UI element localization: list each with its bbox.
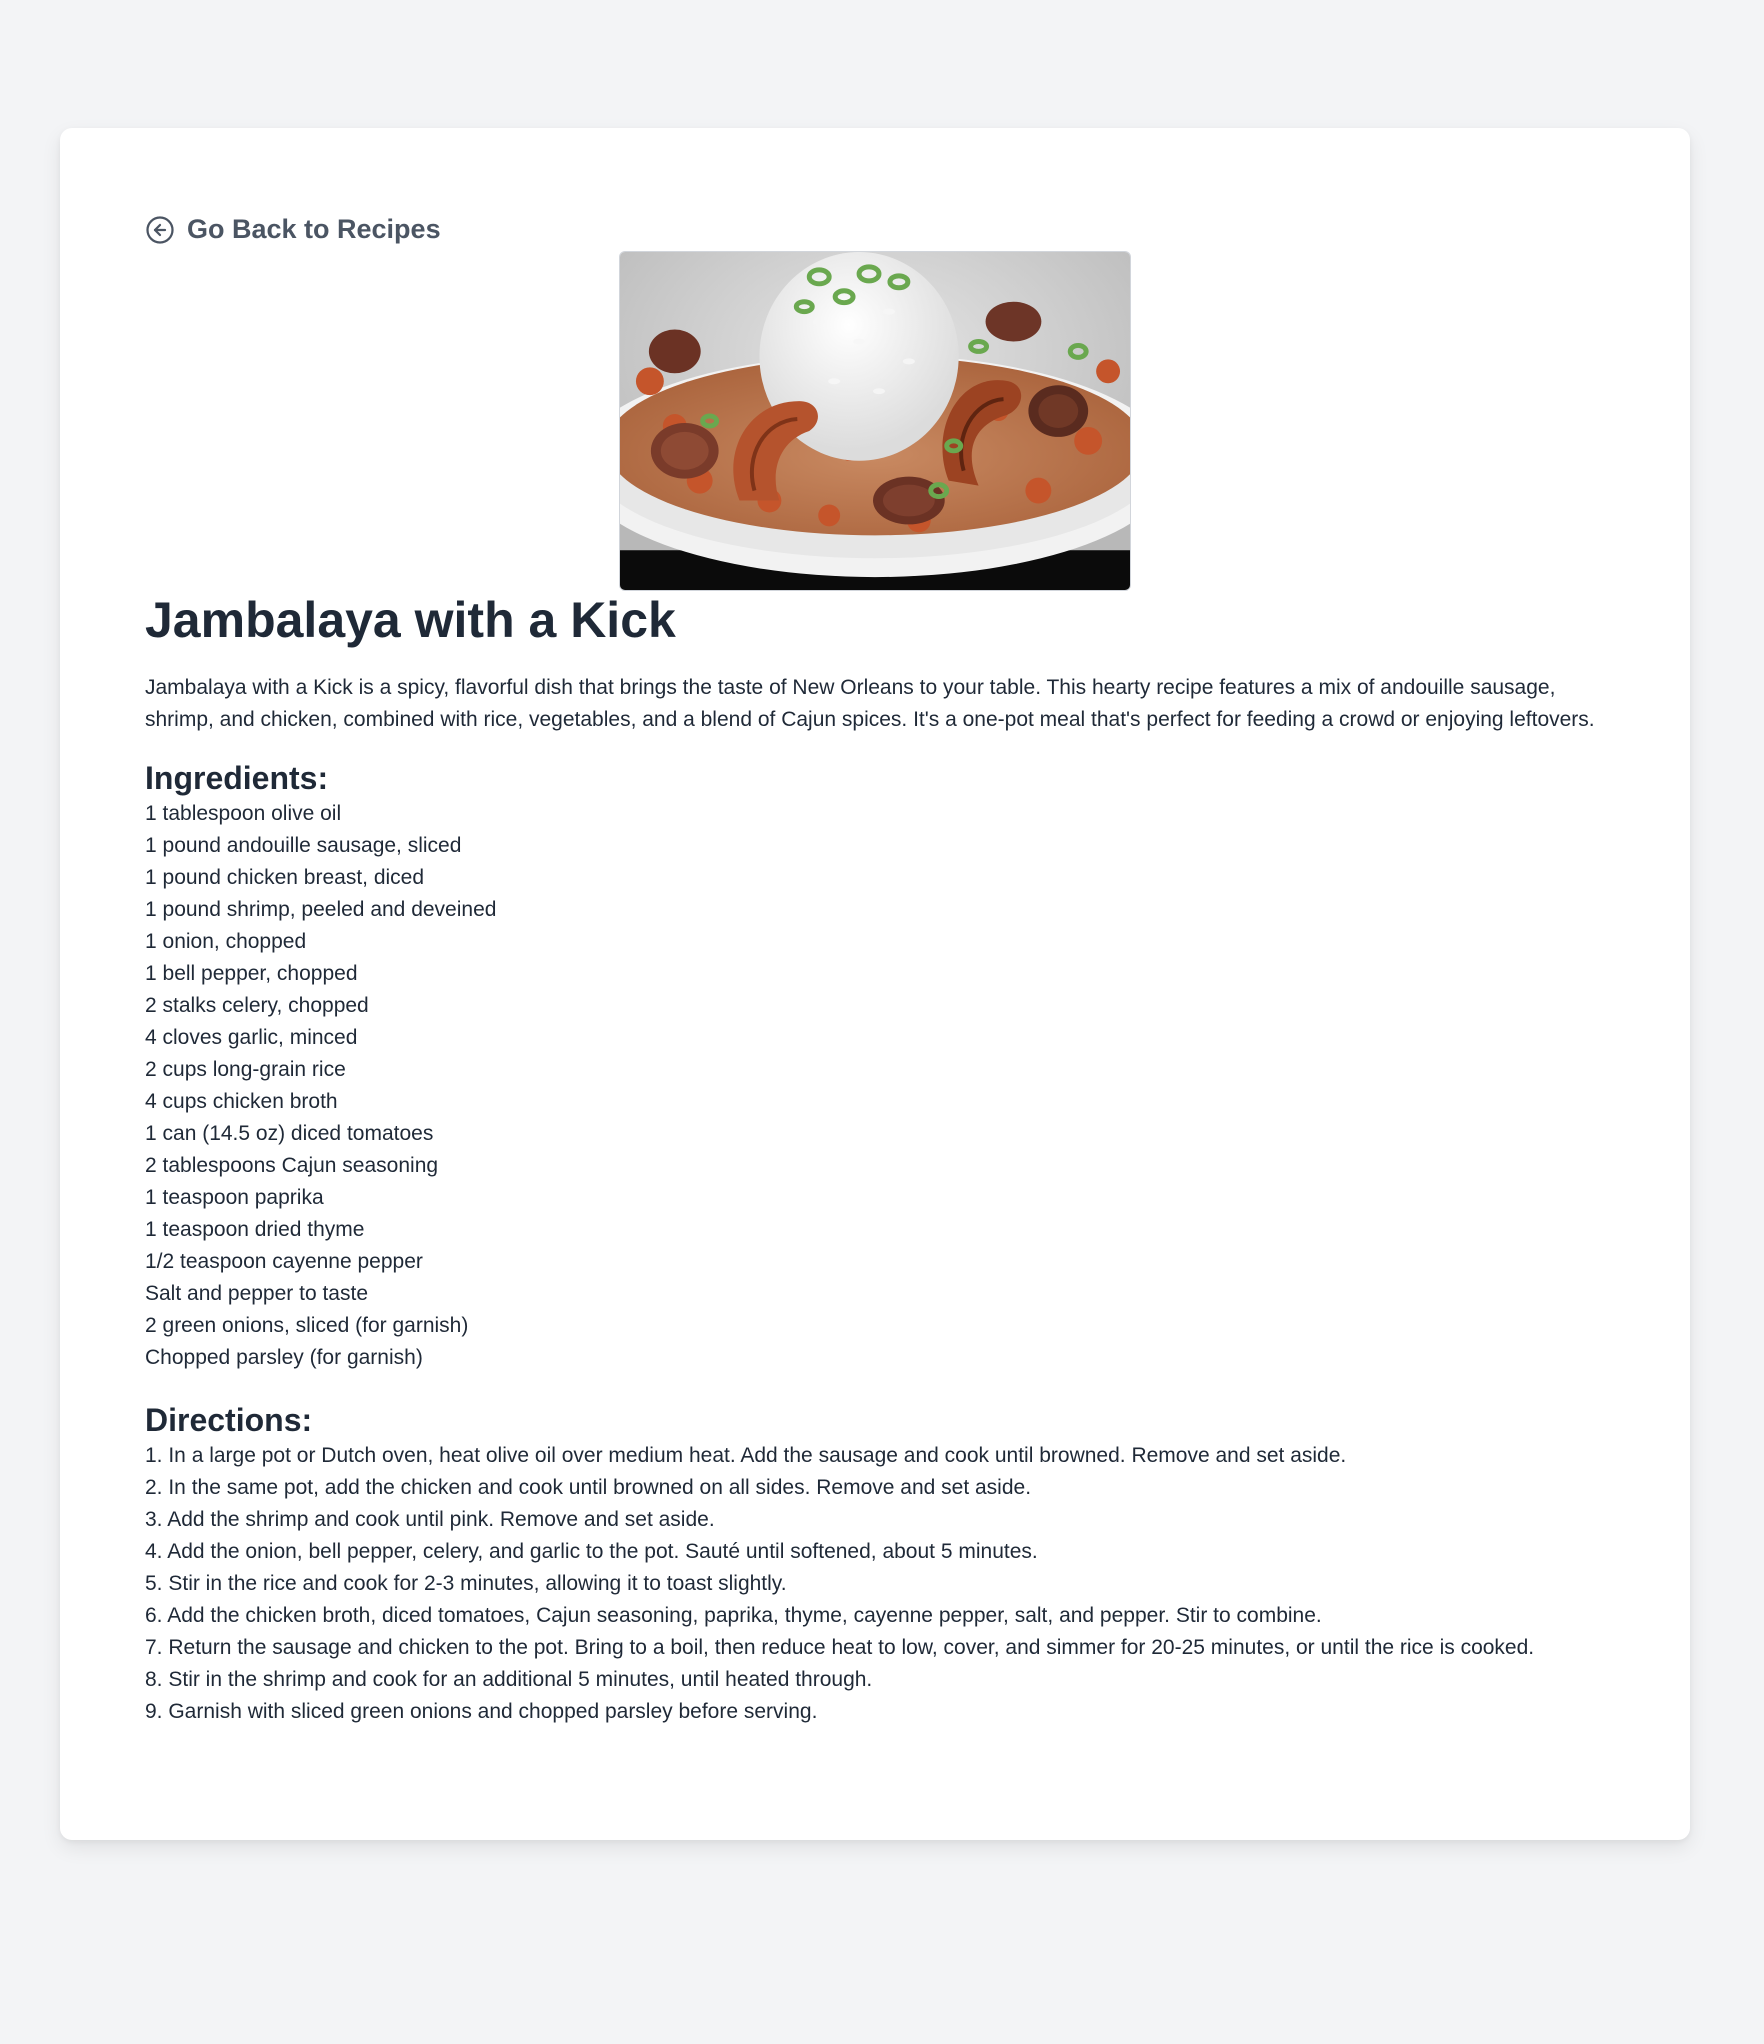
ingredients-heading: Ingredients: (145, 760, 329, 796)
ingredient-item: 1 teaspoon dried thyme (145, 1218, 365, 1241)
back-link-label: Go Back to Recipes (187, 214, 441, 244)
recipe-content (145, 588, 1625, 1728)
ingredient-item: 1/2 teaspoon cayenne pepper (145, 1250, 423, 1273)
recipe-description: Jambalaya with a Kick is a spicy, flavorful dish that brings the taste of New Orleans to your table. This hearty recipe features a mix of andouille sausage, shrimp, and chicken, combined with rice, vegetables, and a blend of Cajun spices. It's a one-pot meal that's perfect for feeding a crowd or enjoying leftovers. (145, 676, 1595, 731)
ingredient-item: 1 pound andouille sausage, sliced (145, 834, 462, 857)
ingredient-item: 1 can (14.5 oz) diced tomatoes (145, 1122, 434, 1145)
ingredients-list (145, 798, 1625, 1374)
direction-step: 4. Add the onion, bell pepper, celery, and garlic to the pot. Sauté until softened, about 5 minutes. (145, 1540, 1038, 1563)
direction-step: 8. Stir in the shrimp and cook for an additional 5 minutes, until heated through. (145, 1668, 873, 1691)
ingredient-item: 1 pound shrimp, peeled and deveined (145, 898, 497, 921)
ingredient-item: 1 teaspoon paprika (145, 1186, 324, 1209)
arrow-left-circle-icon (145, 215, 175, 245)
direction-step: 6. Add the chicken broth, diced tomatoes, Cajun seasoning, paprika, thyme, cayenne pepper, salt, and pepper. Stir to combine. (145, 1604, 1322, 1627)
ingredient-item: 2 tablespoons Cajun seasoning (145, 1154, 439, 1177)
recipe-image (619, 251, 1131, 591)
ingredient-item: 2 cups long-grain rice (145, 1058, 346, 1081)
ingredient-item: 1 onion, chopped (145, 930, 307, 953)
ingredient-item: 1 tablespoon olive oil (145, 802, 342, 825)
recipe-title: Jambalaya with a Kick (145, 592, 676, 648)
ingredient-item: 4 cups chicken broth (145, 1090, 338, 1113)
ingredient-item: Chopped parsley (for garnish) (145, 1346, 423, 1369)
direction-step: 5. Stir in the rice and cook for 2-3 minutes, allowing it to toast slightly. (145, 1572, 787, 1595)
ingredient-item: 1 pound chicken breast, diced (145, 866, 425, 889)
ingredient-item: 4 cloves garlic, minced (145, 1026, 358, 1049)
direction-step: 9. Garnish with sliced green onions and chopped parsley before serving. (145, 1700, 818, 1723)
direction-step: 3. Add the shrimp and cook until pink. Remove and set aside. (145, 1508, 715, 1531)
ingredient-item: Salt and pepper to taste (145, 1282, 368, 1305)
ingredient-item: 2 green onions, sliced (for garnish) (145, 1314, 469, 1337)
ingredient-item: 2 stalks celery, chopped (145, 994, 369, 1017)
ingredient-item: 1 bell pepper, chopped (145, 962, 358, 985)
direction-step: 2. In the same pot, add the chicken and cook until browned on all sides. Remove and set aside. (145, 1476, 1032, 1499)
back-to-recipes-link[interactable] (145, 214, 441, 245)
direction-step: 1. In a large pot or Dutch oven, heat olive oil over medium heat. Add the sausage and cook until browned. Remove and set aside. (145, 1444, 1347, 1467)
direction-step: 7. Return the sausage and chicken to the pot. Bring to a boil, then reduce heat to low, cover, and simmer for 20-25 minutes, or until the rice is cooked. (145, 1636, 1535, 1659)
directions-heading: Directions: (145, 1402, 313, 1438)
directions-list (145, 1440, 1625, 1728)
